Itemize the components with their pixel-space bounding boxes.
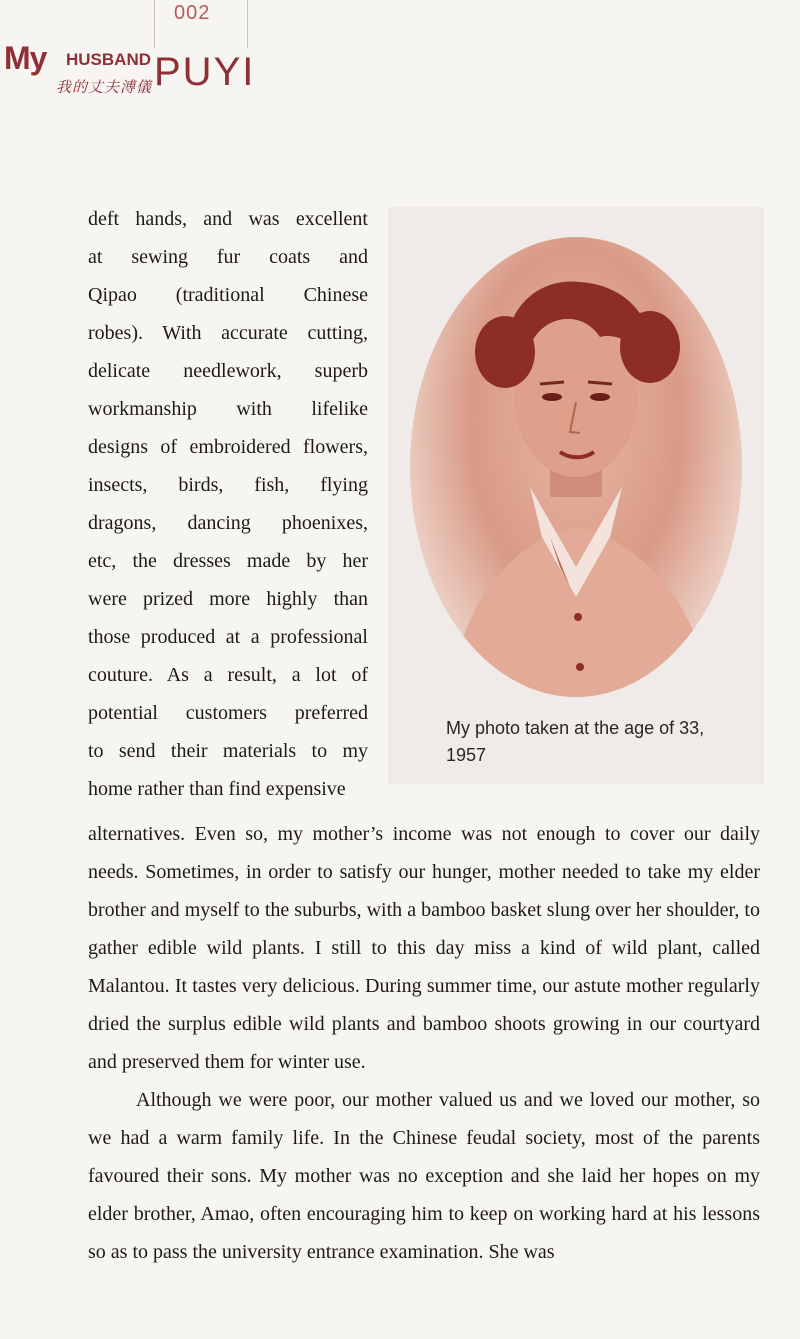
column-line: those produced at a professional (88, 626, 368, 648)
column-line: deft hands, and was excellent (88, 208, 368, 230)
column-line: delicate needlework, superb (88, 360, 368, 382)
column-line: potential customers preferred (88, 702, 368, 724)
paragraph: Although we were poor, our mother valued us and we loved our mother, so we had a warm family life. In the Chinese feudal society, most of the parents favoured their sons. My mother was no exception and she laid her hopes on my elder brother, Amao, often encouraging him to keep on working hard at his lessons so as to pass the university entrance examination. She was (88, 1089, 760, 1263)
header-title-my: My (4, 40, 47, 76)
paragraph: alternatives. Even so, my mother’s income was not enough to cover our daily needs. Sometimes, in order to satisfy our hunger, mother needed to take my elder brother and myself to the suburbs, with a bamboo basket slung over her shoulder, to gather edible wild plants. I still to this day miss a kind of wild plant, called Malantou. It tastes very delicious. During summer time, our astute mother regularly dried the surplus edible wild plants and bamboo shoots growing in our courtyard and preserved them for winter use. (88, 823, 760, 1073)
portrait-illustration (410, 237, 742, 697)
body-text (88, 815, 760, 1271)
column-line: couture. As a result, a lot of (88, 664, 368, 686)
header-title-husband: HUSBAND (66, 50, 151, 69)
column-line: workmanship with lifelike (88, 398, 368, 420)
photo-caption: My photo taken at the age of 33, 1957 (446, 718, 705, 765)
column-line: to send their materials to my (88, 740, 368, 762)
photo-frame (388, 207, 764, 784)
page-number: 002 (174, 2, 211, 24)
column-text (88, 200, 368, 808)
header-title-puyi: PUYI (154, 50, 256, 94)
column-line: home rather than find expensive (88, 778, 346, 800)
portrait-photo (410, 237, 742, 697)
column-line: insects, birds, fish, flying (88, 474, 368, 496)
running-header (4, 40, 264, 100)
column-line: robes). With accurate cutting, (88, 322, 368, 344)
column-line: dragons, dancing phoenixes, (88, 512, 368, 534)
column-line: designs of embroidered flowers, (88, 436, 368, 458)
column-line: at sewing fur coats and (88, 246, 368, 268)
column-line: Qipao (traditional Chinese (88, 284, 368, 306)
column-line: etc, the dresses made by her (88, 550, 368, 572)
header-title-chinese: 我的丈夫溥儀 (56, 78, 153, 96)
column-line: were prized more highly than (88, 588, 368, 610)
